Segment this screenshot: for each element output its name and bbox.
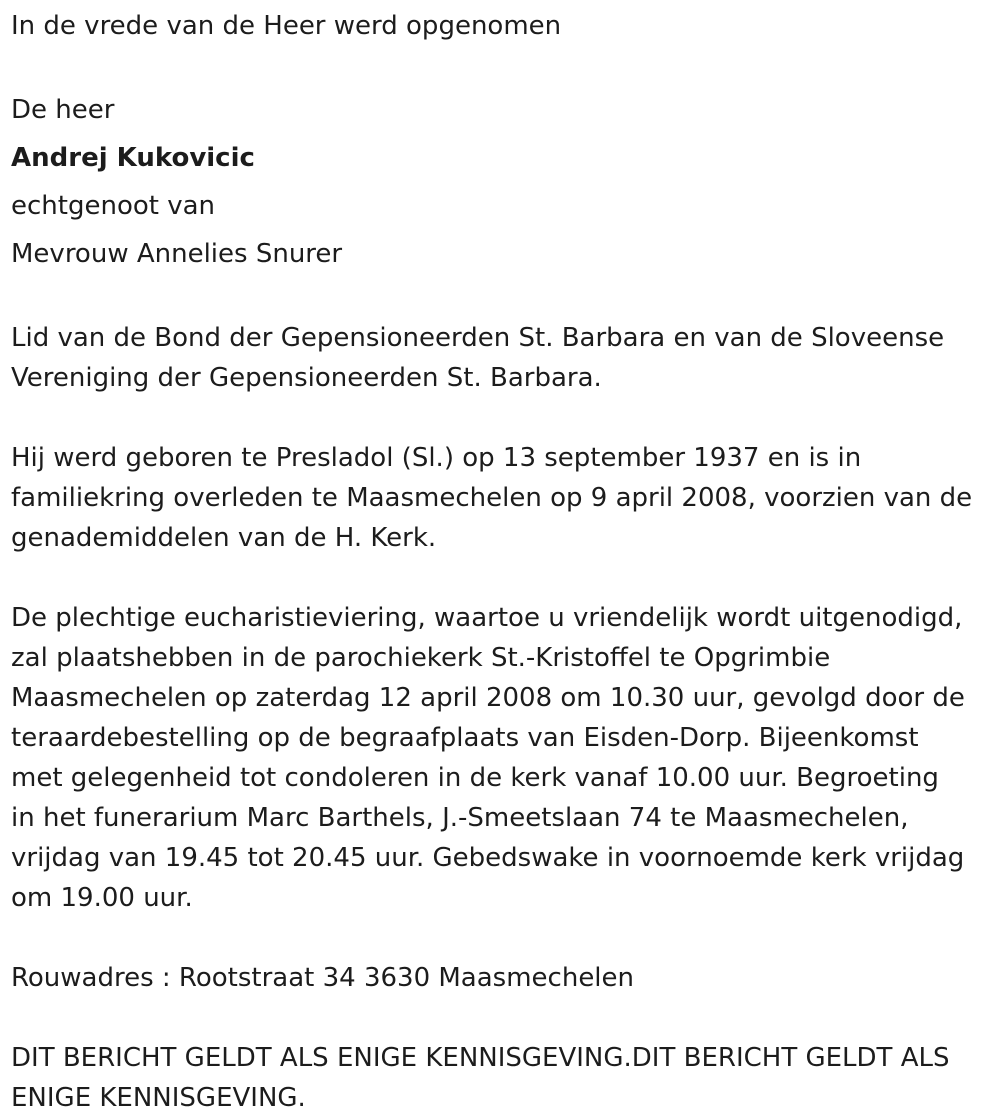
membership-line: Vereniging der Gepensioneerden St. Barbara. [11,363,602,393]
notice-paragraph [11,1038,996,1118]
address-paragraph [11,958,996,998]
membership-paragraph [11,318,996,398]
ceremony-line: Maasmechelen op zaterdag 12 april 2008 om 10.30 uur, gevolgd door de [11,683,965,713]
intro-text: In de vrede van de Heer werd opgenomen [11,11,562,41]
obituary-notice [11,0,996,1118]
birth-death-line: familiekring overleden te Maasmechelen op 9 april 2008, voorzien van de [11,483,973,513]
birth-death-line: genademiddelen van de H. Kerk. [11,523,437,553]
relation-text: echtgenoot van [11,191,216,221]
ceremony-line: vrijdag van 19.45 tot 20.45 uur. Gebedswake in voornoemde kerk vrijdag [11,843,965,873]
spacer [11,558,996,598]
intro-block [11,0,996,46]
mourning-address: Rouwadres : Rootstraat 34 3630 Maasmechelen [11,963,635,993]
spacer [11,918,996,958]
ceremony-paragraph [11,598,996,918]
spacer [11,278,996,318]
notice-line: DIT BERICHT GELDT ALS ENIGE KENNISGEVING.DIT BERICHT GELDT ALS [11,1043,950,1073]
ceremony-line: zal plaatshebben in de parochiekerk St.-Kristoffel te Opgrimbie [11,643,831,673]
ceremony-line: De plechtige eucharistieviering, waartoe u vriendelijk wordt uitgenodigd, [11,603,963,633]
spacer [11,398,996,438]
ceremony-line: in het funerarium Marc Barthels, J.-Smeetslaan 74 te Maasmechelen, [11,803,909,833]
ceremony-line: met gelegenheid tot condoleren in de kerk vanaf 10.00 uur. Begroeting [11,763,939,793]
deceased-block [11,86,996,278]
membership-line: Lid van de Bond der Gepensioneerden St. Barbara en van de Sloveense [11,323,945,353]
deceased-name: Andrej Kukovicic [11,143,255,173]
salutation: De heer [11,95,115,125]
spacer [11,46,996,86]
ceremony-line: teraardebestelling op de begraafplaats van Eisden-Dorp. Bijeenkomst [11,723,919,753]
ceremony-line: om 19.00 uur. [11,883,193,913]
spouse-name: Mevrouw Annelies Snurer [11,239,343,269]
birth-death-paragraph [11,438,996,558]
notice-line: ENIGE KENNISGEVING. [11,1083,306,1113]
spacer [11,998,996,1038]
birth-death-line: Hij werd geboren te Presladol (Sl.) op 13 september 1937 en is in [11,443,862,473]
